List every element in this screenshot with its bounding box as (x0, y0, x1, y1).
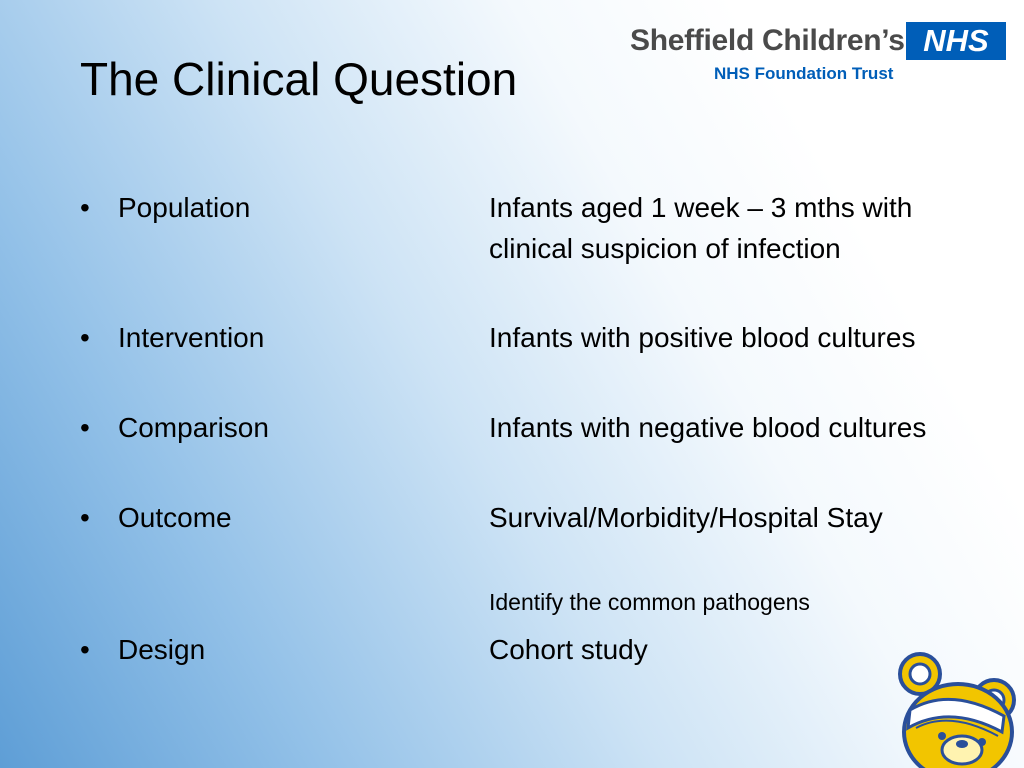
pico-description: Survival/Morbidity/Hospital Stay (489, 502, 883, 533)
pico-description: Infants with negative blood cultures (489, 412, 927, 443)
sheffield-childrens-nhs-logo (630, 22, 1010, 84)
pico-label: Design (118, 634, 206, 665)
bullet: • (80, 634, 90, 665)
logo-trust-name: NHS Foundation Trust (714, 64, 894, 83)
bullet: • (80, 502, 90, 533)
logo-org-name: Sheffield Children’s (630, 24, 905, 57)
pico-label: Intervention (118, 322, 265, 353)
bullet: • (80, 412, 90, 443)
pico-label: Outcome (118, 502, 232, 533)
bandaged-bear-icon (890, 652, 1020, 768)
pico-description: Cohort study (489, 634, 648, 665)
pico-description: Infants aged 1 week – 3 mths with clinical suspicion of infection (489, 192, 913, 264)
pico-label: Comparison (118, 412, 269, 443)
slide-title: The Clinical Question (80, 53, 518, 105)
bullet: • (80, 192, 90, 223)
nhs-badge: NHS (906, 22, 1006, 60)
outcome-sub-note: Identify the common pathogens (489, 589, 810, 615)
bullet: • (80, 322, 90, 353)
pico-label: Population (118, 192, 251, 223)
pico-description: Infants with positive blood cultures (489, 322, 916, 353)
